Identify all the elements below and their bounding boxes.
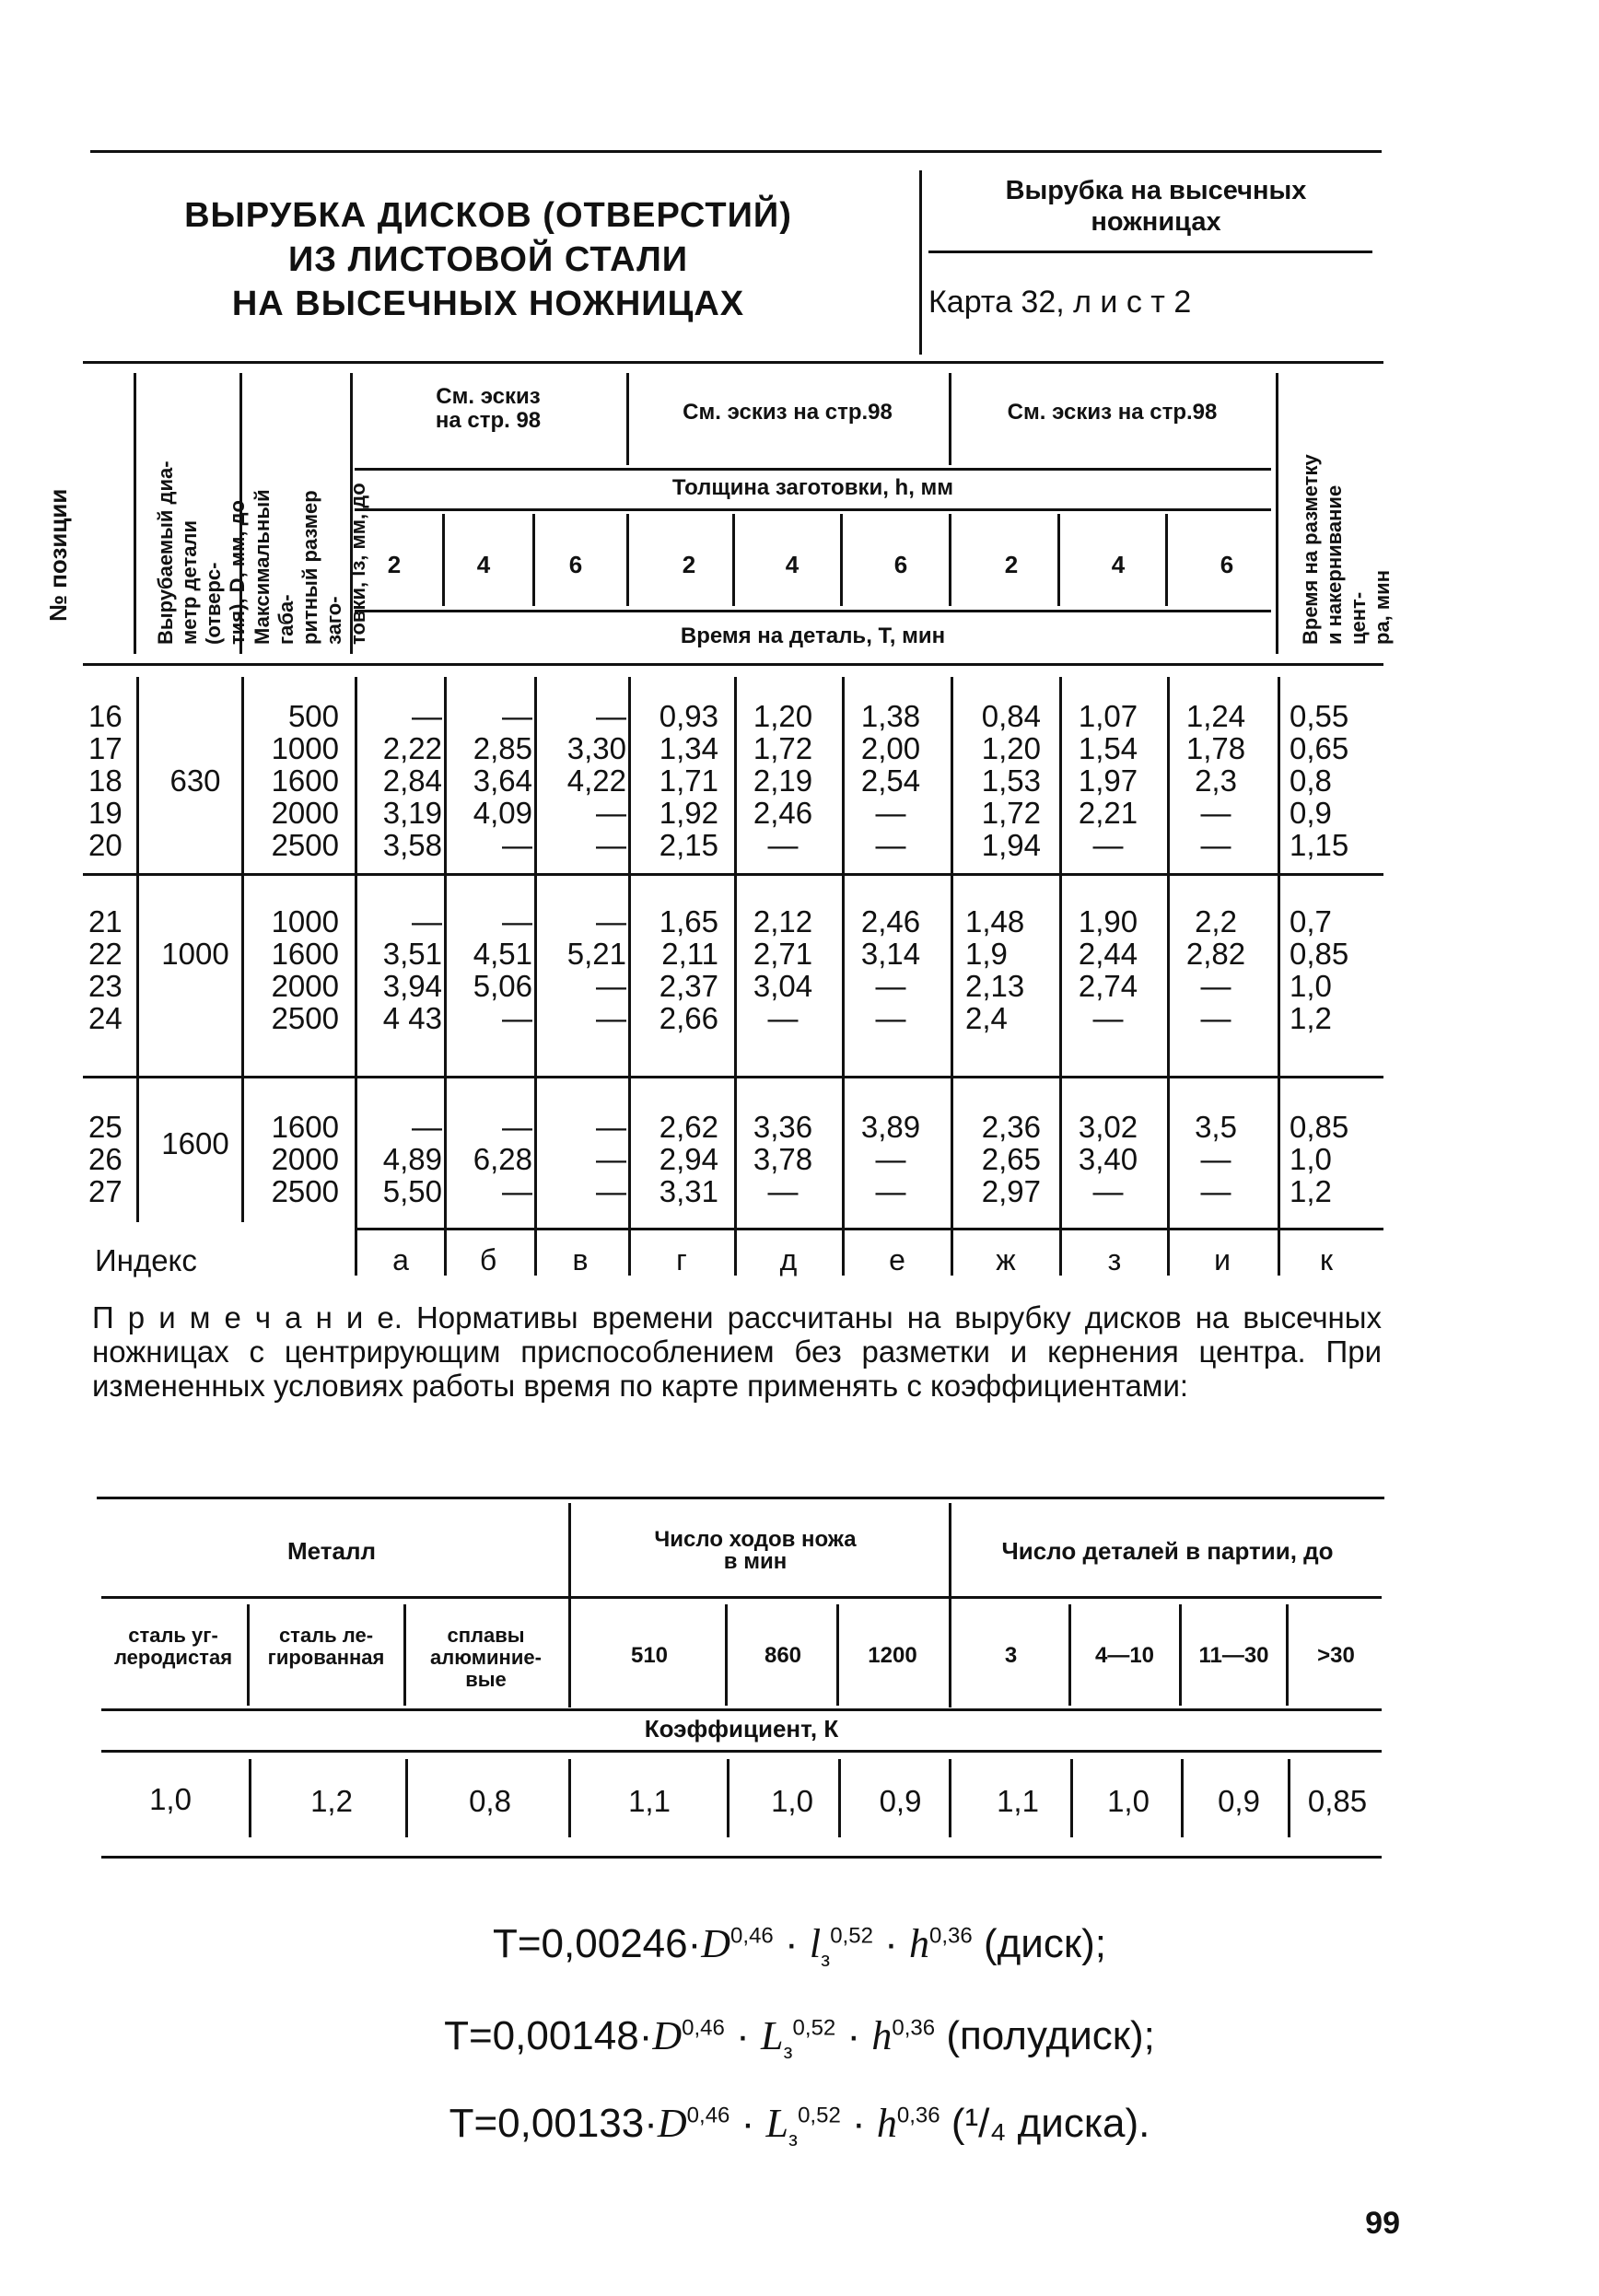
g3-diameter: 1600 <box>161 1126 229 1160</box>
sub-510: 510 <box>630 1643 669 1668</box>
top-rule <box>90 150 1382 153</box>
formula-quarter-prefix: Т=0,00133· <box>449 2101 658 2146</box>
g2-col-f: 2,46 3,14 — — <box>860 904 921 1035</box>
note-text: П р и м е ч а н и е. Нормативы времени рассчитаны на вырубку дисков на высечных ножницах с центрирующим приспособлением без разметки и кернения центра. При измененных условиях работы время по карте применять с коэффициентами: <box>92 1300 1382 1403</box>
csv-5 <box>1068 1604 1071 1706</box>
card-label: Карта 32, л и с т 2 <box>928 285 1192 320</box>
page-number: 99 <box>1365 2206 1400 2241</box>
title-line-1: ВЫРУБКА ДИСКОВ (ОТВЕРСТИЙ) <box>184 196 792 235</box>
bv-12 <box>1278 677 1280 1276</box>
g2-col-k: 0,7 0,85 1,0 1,2 <box>1290 904 1349 1035</box>
g1-col-h: 1,07 1,54 1,97 2,21 — <box>1078 699 1138 862</box>
thickness-i: 6 <box>1220 551 1234 578</box>
coef-group-parts: Число деталей в партии, до <box>1001 1537 1334 1565</box>
coef-val-alloy: 1,2 <box>310 1784 353 1818</box>
g1-blank: 500 1000 1600 2000 2500 <box>271 699 339 862</box>
formula-disk-suffix: (диск); <box>983 1921 1107 1966</box>
g1-col-i: 1,24 1,78 2,3 — — <box>1185 699 1246 862</box>
csv-7 <box>1286 1604 1289 1706</box>
sketch-group-2: См. эскиз на стр.98 <box>683 400 893 425</box>
cvv-2 <box>405 1759 408 1837</box>
bv-11 <box>1167 677 1170 1276</box>
coef-val-860: 1,0 <box>771 1784 813 1818</box>
hv-2 <box>239 373 242 654</box>
coef-val-4-10: 1,0 <box>1107 1784 1150 1818</box>
index-c: в <box>572 1243 589 1276</box>
g2-positions: 21 22 23 24 <box>88 904 123 1035</box>
group2-bottom-rule <box>83 1076 1383 1078</box>
tv-4 <box>732 514 735 606</box>
index-k: к <box>1320 1243 1333 1276</box>
bv-2 <box>241 677 244 1222</box>
coef-label-rule-top <box>101 1708 1382 1711</box>
bv-4 <box>444 677 447 1276</box>
csv-6 <box>1179 1604 1182 1706</box>
bv-3 <box>355 677 357 1276</box>
g2-col-i: 2,2 2,82 — — <box>1185 904 1246 1035</box>
cvv-4 <box>727 1759 729 1837</box>
index-f: е <box>889 1243 905 1276</box>
coef-subheader-rule <box>101 1596 1382 1599</box>
bv-6 <box>628 677 631 1276</box>
g3-col-i: 3,5 — — <box>1195 1110 1237 1208</box>
sub-alloy-steel: сталь ле- гированная <box>267 1624 385 1669</box>
cvv-8 <box>1181 1759 1184 1837</box>
cvv-1 <box>249 1759 251 1837</box>
sub-4-10: 4—10 <box>1094 1643 1155 1668</box>
col-header-diameter: Вырубаемый диа- метр детали (отверс- тия), D, мм, до <box>154 460 249 645</box>
coef-val-carbon: 1,0 <box>149 1782 192 1816</box>
cv-group-1 <box>568 1503 571 1707</box>
hv-5 <box>949 373 951 465</box>
title-line-2: ИЗ ЛИСТОВОЙ СТАЛИ <box>287 240 689 279</box>
g1-positions: 16 17 18 19 20 <box>88 699 123 862</box>
g3-col-b: — 6,28 — <box>473 1110 532 1208</box>
cv-group-2 <box>949 1503 951 1707</box>
g1-col-c: — 3,30 4,22 — — <box>566 699 626 862</box>
g1-col-k: 0,55 0,65 0,8 0,9 1,15 <box>1290 699 1349 862</box>
cvv-3 <box>568 1759 571 1837</box>
g3-positions: 25 26 27 <box>88 1110 123 1208</box>
g2-diameter: 1000 <box>161 937 229 971</box>
g1-col-g: 0,84 1,20 1,53 1,72 1,94 <box>981 699 1041 862</box>
g1-col-a: — 2,22 2,84 3,19 3,58 <box>382 699 442 862</box>
formula-half-prefix: Т=0,00148· <box>444 2013 653 2058</box>
formula-disk: $Т=0,00246\cdot D^{0,46} \cdot l_з^{0,52} \cdot h^{0,36}$ (диск); <box>492 1921 1107 1971</box>
g2-col-h: 1,90 2,44 2,74 — <box>1078 904 1138 1035</box>
hv-6 <box>1276 373 1278 654</box>
tv-2 <box>532 514 535 606</box>
cvv-9 <box>1288 1759 1290 1837</box>
col-header-blank-size: Максимальный габа- ритный размер заго- товки, lз, мм, до <box>251 483 369 645</box>
cvv-5 <box>838 1759 841 1837</box>
section-line-2: ножницах <box>1091 207 1221 237</box>
sub-3: 3 <box>1004 1643 1018 1668</box>
coef-label: Коэффициент, К <box>644 1715 839 1742</box>
index-e: д <box>779 1243 798 1276</box>
section-line-1: Вырубка на высечных <box>1005 176 1307 205</box>
csv-1 <box>247 1604 250 1706</box>
group3-bottom-rule <box>355 1228 1383 1230</box>
cvv-6 <box>949 1759 951 1837</box>
tv-6 <box>949 514 951 606</box>
tv-7 <box>1057 514 1060 606</box>
tv-3 <box>626 514 629 606</box>
thickness-label: Толщина заготовки, h, мм <box>671 475 954 500</box>
bv-10 <box>1059 677 1062 1276</box>
cvv-7 <box>1070 1759 1073 1837</box>
index-g: ж <box>996 1243 1016 1276</box>
thickness-g: 2 <box>1004 551 1019 578</box>
formula-half-disk: $Т=0,00148\cdot D^{0,46} \cdot L_з^{0,52} \cdot h^{0,36}$ (полудиск); <box>444 2013 1155 2063</box>
sub-carbon-steel: сталь уг- леродистая <box>113 1624 233 1669</box>
coef-val-11-30: 0,9 <box>1218 1784 1260 1818</box>
g2-col-d: 1,65 2,11 2,37 2,66 <box>659 904 718 1035</box>
title-line-3: НА ВЫСЕЧНЫХ НОЖНИЦАХ <box>231 285 745 323</box>
g2-col-c: — 5,21 — — <box>566 904 626 1035</box>
sub-11-30: 11—30 <box>1198 1643 1269 1668</box>
group1-bottom-rule <box>83 873 1383 876</box>
g3-col-a: — 4,89 5,50 <box>382 1110 442 1208</box>
formula-half-suffix: (полудиск); <box>946 2013 1155 2058</box>
g3-col-d: 2,62 2,94 3,31 <box>659 1110 718 1208</box>
hv-1 <box>134 373 136 654</box>
g2-col-a: — 3,51 3,94 4 43 <box>382 904 442 1035</box>
thickness-rule-top <box>355 468 1271 471</box>
section-title <box>930 175 1382 238</box>
header-divider <box>919 170 922 355</box>
g3-col-h: 3,02 3,40 — <box>1078 1110 1138 1208</box>
sub-860: 860 <box>764 1643 802 1668</box>
header-bottom-rule <box>83 663 1383 666</box>
thickness-d: 2 <box>682 551 696 578</box>
thickness-h: 4 <box>1111 551 1126 578</box>
bv-8 <box>842 677 845 1276</box>
index-b: б <box>479 1243 497 1276</box>
coef-group-strokes: Число ходов ножа в мин <box>654 1527 857 1574</box>
tv-5 <box>840 514 843 606</box>
csv-4 <box>836 1604 839 1706</box>
sub-over-30: >30 <box>1317 1643 1355 1668</box>
formula-quarter-suffix: (¹/₄ диска). <box>951 2101 1150 2146</box>
g3-blank: 1600 2000 2500 <box>271 1110 339 1208</box>
hv-4 <box>626 373 629 465</box>
time-rule-top <box>355 610 1271 612</box>
g3-col-e: 3,36 3,78 — <box>753 1110 813 1208</box>
g2-col-g: 1,48 1,9 2,13 2,4 <box>965 904 1025 1035</box>
page-title <box>92 193 884 326</box>
index-h: з <box>1107 1243 1122 1276</box>
g3-col-f: 3,89 — — <box>860 1110 921 1208</box>
g1-col-b: — 2,85 3,64 4,09 — <box>473 699 532 862</box>
g1-col-d: 0,93 1,34 1,71 1,92 2,15 <box>659 699 718 862</box>
coef-val-1200: 0,9 <box>879 1784 922 1818</box>
coef-val-over-30: 0,85 <box>1307 1784 1368 1818</box>
index-d: г <box>676 1243 687 1276</box>
g1-col-f: 1,38 2,00 2,54 — — <box>860 699 921 862</box>
formula-disk-prefix: Т=0,00246· <box>492 1921 702 1966</box>
coef-val-3: 1,1 <box>997 1784 1039 1818</box>
coef-label-rule-bottom <box>101 1750 1382 1753</box>
g1-col-e: 1,20 1,72 2,19 2,46 — <box>753 699 813 862</box>
thickness-b: 4 <box>476 551 491 578</box>
hv-3 <box>350 373 353 654</box>
csv-2 <box>403 1604 406 1706</box>
thickness-f: 6 <box>893 551 908 578</box>
index-i: и <box>1214 1243 1231 1276</box>
g2-col-b: — 4,51 5,06 — <box>473 904 532 1035</box>
thickness-a: 2 <box>387 551 402 578</box>
g3-col-g: 2,36 2,65 2,97 <box>981 1110 1041 1208</box>
time-label: Время на деталь, Т, мин <box>680 624 946 648</box>
sketch-group-1: См. эскиз на стр. 98 <box>435 384 542 433</box>
g3-col-k: 0,85 1,0 1,2 <box>1290 1110 1349 1208</box>
sub-1200: 1200 <box>868 1643 917 1668</box>
g1-diameter: 630 <box>169 763 221 798</box>
bv-5 <box>534 677 537 1276</box>
coef-group-metal: Металл <box>286 1537 376 1565</box>
col-header-marking-time: Время на разметку и накернивание цент- ра, мин <box>1299 454 1394 645</box>
coef-top-rule <box>97 1497 1384 1499</box>
coef-val-510: 1,1 <box>628 1784 671 1818</box>
thickness-c: 6 <box>568 551 583 578</box>
sub-aluminum: сплавы алюминие- вые <box>430 1624 542 1691</box>
thickness-rule-bottom <box>355 508 1271 511</box>
g3-col-c: — — — <box>596 1110 626 1208</box>
bv-7 <box>734 677 737 1276</box>
sketch-group-3: См. эскиз на стр.98 <box>1007 400 1218 425</box>
col-header-position: № позиции <box>44 488 72 622</box>
csv-3 <box>725 1604 728 1706</box>
index-a: а <box>392 1243 409 1276</box>
index-label: Индекс <box>95 1243 197 1277</box>
formula-quarter-disk: $Т=0,00133\cdot D^{0,46} \cdot L_з^{0,52} \cdot h^{0,36}$ (¹/₄ диска). <box>449 2101 1150 2150</box>
thickness-e: 4 <box>785 551 800 578</box>
g2-blank: 1000 1600 2000 2500 <box>271 904 339 1035</box>
coef-bottom-rule <box>101 1856 1382 1859</box>
bv-1 <box>136 677 139 1222</box>
bv-9 <box>951 677 953 1276</box>
tv-8 <box>1165 514 1168 606</box>
section-rule <box>928 251 1372 253</box>
tv-1 <box>442 514 445 606</box>
table-top-rule <box>83 361 1383 364</box>
coef-val-aluminum: 0,8 <box>469 1784 511 1818</box>
g2-col-e: 2,12 2,71 3,04 — <box>753 904 813 1035</box>
